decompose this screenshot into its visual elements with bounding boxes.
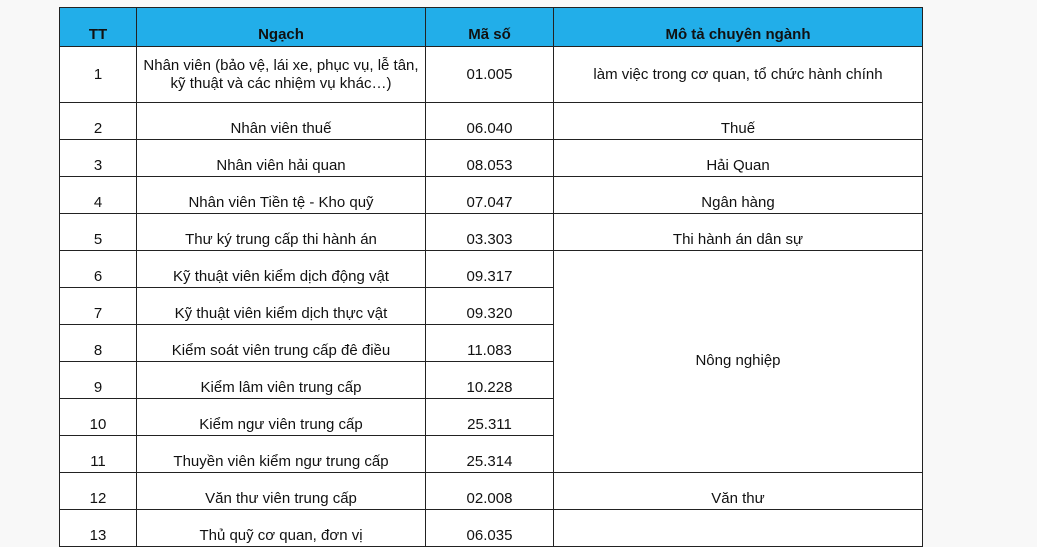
cell-tt: 1 [60, 47, 137, 103]
cell-mo-ta [554, 510, 923, 547]
cell-ngach: Văn thư viên trung cấp [137, 473, 426, 510]
cell-ngach: Kỹ thuật viên kiểm dịch động vật [137, 251, 426, 288]
cell-mo-ta: Hải Quan [554, 140, 923, 177]
cell-tt: 8 [60, 325, 137, 362]
cell-ma-so: 08.053 [426, 140, 554, 177]
cell-ngach: Thư ký trung cấp thi hành án [137, 214, 426, 251]
header-mo-ta: Mô tả chuyên ngành [554, 8, 923, 47]
table-row [60, 103, 923, 140]
cell-ngach: Thuyền viên kiểm ngư trung cấp [137, 436, 426, 473]
cell-ngach: Thủ quỹ cơ quan, đơn vị [137, 510, 426, 547]
cell-tt: 11 [60, 436, 137, 473]
cell-ngach: Nhân viên thuế [137, 103, 426, 140]
cell-tt: 10 [60, 399, 137, 436]
cell-tt: 6 [60, 251, 137, 288]
cell-ma-so: 09.320 [426, 288, 554, 325]
job-grade-table [59, 7, 923, 547]
cell-ma-so: 10.228 [426, 362, 554, 399]
header-tt: TT [60, 8, 137, 47]
cell-tt: 5 [60, 214, 137, 251]
cell-ngach: Nhân viên hải quan [137, 140, 426, 177]
table-row [60, 214, 923, 251]
table-row [60, 510, 923, 547]
cell-tt: 13 [60, 510, 137, 547]
cell-ngach: Kiểm lâm viên trung cấp [137, 362, 426, 399]
cell-ma-so: 01.005 [426, 47, 554, 103]
cell-ma-so: 07.047 [426, 177, 554, 214]
cell-tt: 4 [60, 177, 137, 214]
cell-ngach: Kỹ thuật viên kiểm dịch thực vật [137, 288, 426, 325]
cell-mo-ta: Văn thư [554, 473, 923, 510]
cell-ma-so: 06.035 [426, 510, 554, 547]
cell-tt: 7 [60, 288, 137, 325]
cell-ma-so: 02.008 [426, 473, 554, 510]
cell-ngach: Nhân viên Tiền tệ - Kho quỹ [137, 177, 426, 214]
cell-ma-so: 25.314 [426, 436, 554, 473]
cell-ngach: Nhân viên (bảo vệ, lái xe, phục vụ, lễ tân, kỹ thuật và các nhiệm vụ khác…) [137, 47, 426, 103]
header-ma-so: Mã số [426, 8, 554, 47]
table-row [60, 47, 923, 103]
cell-tt: 9 [60, 362, 137, 399]
cell-ngach: Kiểm soát viên trung cấp đê điều [137, 325, 426, 362]
cell-ma-so: 06.040 [426, 103, 554, 140]
cell-mo-ta: làm việc trong cơ quan, tổ chức hành chính [554, 47, 923, 103]
cell-ma-so: 25.311 [426, 399, 554, 436]
cell-mo-ta: Thi hành án dân sự [554, 214, 923, 251]
cell-ma-so: 09.317 [426, 251, 554, 288]
table-row [60, 473, 923, 510]
cell-tt: 2 [60, 103, 137, 140]
header-row [60, 8, 923, 47]
cell-mo-ta-merged: Nông nghiệp [554, 251, 923, 473]
table-row [60, 251, 923, 288]
cell-ma-so: 03.303 [426, 214, 554, 251]
cell-mo-ta: Ngân hàng [554, 177, 923, 214]
header-ngach: Ngạch [137, 8, 426, 47]
cell-tt: 3 [60, 140, 137, 177]
cell-ngach: Kiểm ngư viên trung cấp [137, 399, 426, 436]
table-row [60, 177, 923, 214]
cell-mo-ta: Thuế [554, 103, 923, 140]
table-row [60, 140, 923, 177]
cell-ma-so: 11.083 [426, 325, 554, 362]
cell-tt: 12 [60, 473, 137, 510]
